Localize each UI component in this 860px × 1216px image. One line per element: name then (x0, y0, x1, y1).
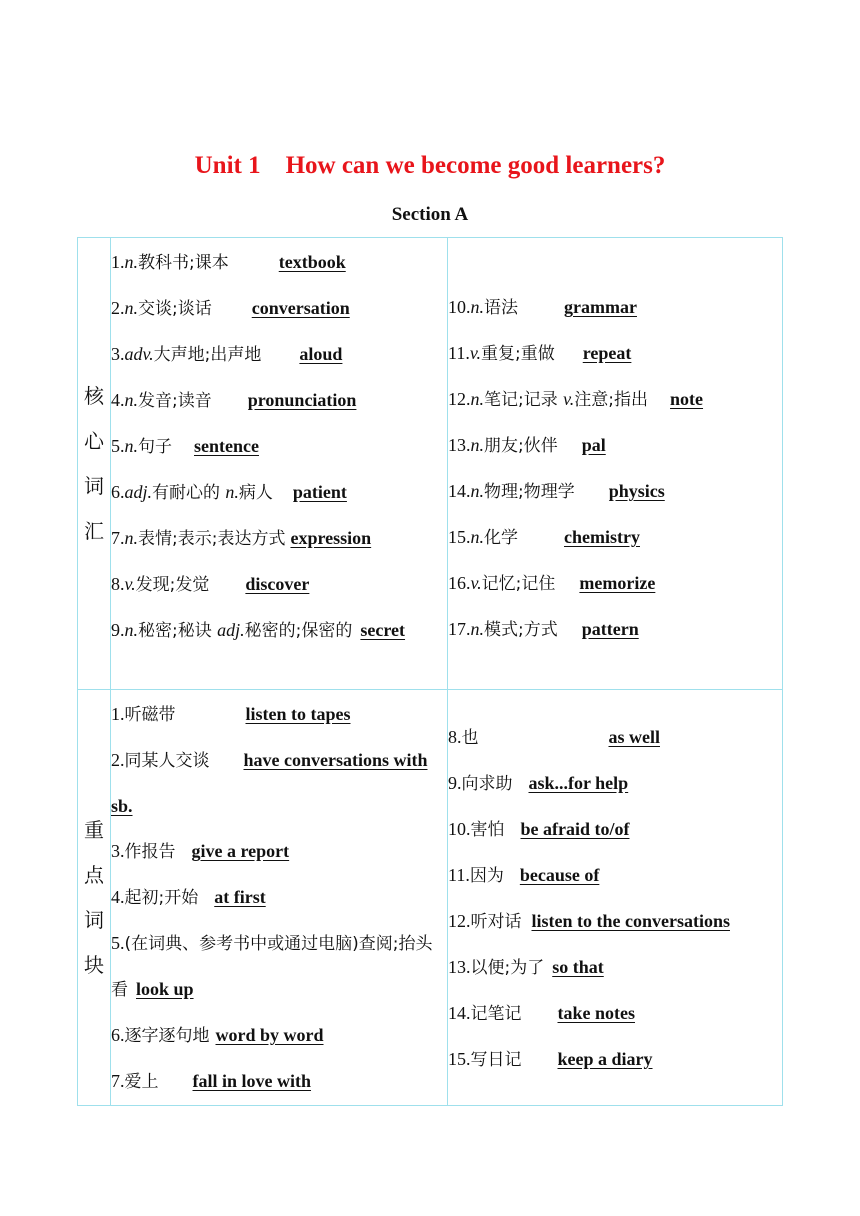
answer-text: chemistry (564, 527, 640, 547)
vocab-item (111, 240, 447, 286)
chinese-meaning: 记笔记 (470, 1004, 522, 1024)
answer-text: word by word (215, 1025, 324, 1045)
vocab-item (111, 424, 447, 470)
answer-text: discover (245, 574, 310, 594)
answer-text: listen to tapes (245, 704, 351, 724)
chinese-meaning: 表情;表示;表达方式 (138, 529, 286, 549)
chinese-meaning: 听对话 (470, 912, 522, 932)
item-number: 9. (448, 773, 462, 793)
chinese-meaning: 模式;方式 (484, 620, 558, 640)
item-number: 5. (111, 933, 125, 953)
item-number: 6. (111, 482, 125, 502)
vocab-item (111, 332, 447, 378)
item-number: 7. (111, 528, 125, 548)
answer-text: fall in love with (192, 1071, 312, 1091)
category-cell (78, 238, 111, 690)
vocab-item (448, 607, 782, 653)
chinese-meaning: 有耐心的 (152, 483, 226, 503)
item-number: 13. (448, 435, 471, 455)
chinese-meaning: 病人 (238, 483, 273, 503)
vocab-item (448, 1037, 782, 1083)
vocab-item (111, 1059, 447, 1105)
item-number: 3. (111, 344, 125, 364)
category-char: 词 (84, 907, 104, 932)
item-number: 14. (448, 1003, 471, 1023)
chinese-meaning: 听磁带 (124, 705, 176, 725)
vocab-item (448, 853, 782, 899)
answer-text: patient (292, 482, 347, 502)
vocab-item (111, 738, 447, 829)
category-char: 核 (84, 383, 104, 408)
item-number: 8. (448, 727, 462, 747)
answer-text: at first (214, 887, 266, 907)
item-number: 12. (448, 389, 471, 409)
vocab-item (111, 921, 447, 1013)
chinese-meaning: 笔记;记录 (484, 390, 564, 410)
answer-text: pronunciation (247, 390, 357, 410)
item-number: 17. (448, 619, 471, 639)
chinese-meaning: 记忆;记住 (481, 574, 556, 594)
vocab-item (111, 286, 447, 332)
vocab-item (448, 561, 782, 607)
item-number: 10. (448, 297, 471, 317)
chinese-meaning: 作报告 (124, 842, 176, 862)
item-number: 4. (111, 887, 125, 907)
answer-text: note (670, 389, 704, 409)
part-of-speech: n. (470, 297, 484, 317)
chinese-meaning: 注意;指出 (574, 390, 649, 410)
chinese-meaning: 写日记 (470, 1050, 522, 1070)
item-number: 5. (111, 436, 125, 456)
item-number: 8. (111, 574, 125, 594)
item-number: 1. (111, 252, 125, 272)
answer-text: memorize (579, 573, 656, 593)
vocab-item (111, 562, 447, 608)
vocab-item (448, 945, 782, 991)
vocab-item (448, 423, 782, 469)
answer-text: look up (136, 979, 194, 999)
part-of-speech: n. (470, 527, 484, 547)
part-of-speech: v. (470, 573, 482, 593)
answer-text: ask...for help (528, 773, 629, 793)
part-of-speech: n. (124, 252, 138, 272)
item-number: 3. (111, 841, 125, 861)
chinese-meaning: 秘密的;保密的 (244, 621, 353, 641)
answer-text: pattern (581, 619, 639, 639)
category-cell (78, 690, 111, 1106)
answer-text: expression (290, 528, 372, 548)
chinese-meaning: 秘密;秘诀 (138, 621, 218, 641)
part-of-speech: n. (124, 528, 138, 548)
vocab-item (111, 378, 447, 424)
part-of-speech: adj. (217, 620, 245, 640)
vocab-item (448, 515, 782, 561)
part-of-speech: v. (563, 389, 575, 409)
item-number: 7. (111, 1071, 125, 1091)
chinese-meaning: 句子 (138, 437, 172, 457)
part-of-speech: v. (124, 574, 136, 594)
answer-text: secret (360, 620, 406, 640)
part-of-speech: n. (124, 390, 138, 410)
answer-text: sentence (194, 436, 259, 456)
chinese-meaning: 发现;发觉 (135, 575, 210, 595)
chinese-meaning: 语法 (484, 298, 518, 318)
answer-text: because of (519, 865, 600, 885)
vocab-item (111, 1013, 447, 1059)
item-number: 11. (448, 865, 470, 885)
vocab-item (448, 991, 782, 1037)
vocab-item (448, 377, 782, 423)
answer-text: give a report (191, 841, 290, 861)
vocab-item (111, 829, 447, 875)
answer-text: keep a diary (557, 1049, 653, 1069)
answer-text: aloud (299, 344, 343, 364)
vocab-item (448, 285, 782, 331)
vocab-item (448, 331, 782, 377)
part-of-speech: n. (470, 481, 484, 501)
answer-text: pal (581, 435, 606, 455)
chinese-meaning: 因为 (469, 866, 504, 886)
chinese-meaning: 害怕 (470, 820, 505, 840)
left-column-cell (111, 238, 448, 690)
chinese-meaning: 同某人交谈 (124, 751, 210, 771)
item-number: 14. (448, 481, 471, 501)
item-number: 13. (448, 957, 471, 977)
chinese-meaning: 以便;为了 (470, 958, 545, 978)
chinese-meaning: 交谈;谈话 (138, 299, 212, 319)
answer-text: listen to the conversations (531, 911, 730, 931)
table-row (78, 238, 783, 690)
chinese-meaning: 逐字逐句地 (124, 1026, 210, 1046)
right-column-cell (448, 238, 783, 690)
right-column-cell (448, 690, 783, 1106)
chinese-meaning: 物理;物理学 (484, 482, 575, 502)
item-number: 11. (448, 343, 470, 363)
left-column-cell (111, 690, 448, 1106)
category-char: 块 (84, 952, 104, 977)
part-of-speech: n. (124, 298, 138, 318)
vocab-table (77, 237, 783, 1106)
section-subtitle: Section A (391, 204, 469, 225)
vocab-item (111, 692, 447, 738)
chinese-meaning: 发音;读音 (138, 391, 212, 411)
table-row (78, 690, 783, 1106)
item-number: 12. (448, 911, 471, 931)
category-char: 词 (84, 473, 104, 498)
vocab-item (111, 875, 447, 921)
chinese-meaning: 大声地;出声地 (153, 345, 262, 365)
part-of-speech: adv. (124, 344, 154, 364)
page-title: Unit 1 How can we become good learners? (194, 152, 666, 179)
vocab-item (448, 899, 782, 945)
part-of-speech: v. (469, 343, 481, 363)
part-of-speech: n. (470, 435, 484, 455)
category-char: 心 (84, 428, 104, 453)
part-of-speech: n. (225, 482, 239, 502)
item-number: 10. (448, 819, 471, 839)
answer-text: be afraid to/of (520, 819, 630, 839)
chinese-meaning: 朋友;伙伴 (484, 436, 558, 456)
chinese-meaning: (在词典、参考书中或通过电脑)查阅;抬头看 (111, 934, 433, 1000)
vocab-item (448, 469, 782, 515)
item-number: 15. (448, 1049, 471, 1069)
answer-text: textbook (278, 252, 346, 272)
chinese-meaning: 向求助 (461, 774, 513, 794)
item-number: 15. (448, 527, 471, 547)
answer-text: take notes (557, 1003, 635, 1023)
chinese-meaning: 化学 (484, 528, 518, 548)
vocab-item (448, 715, 782, 761)
item-number: 2. (111, 750, 125, 770)
part-of-speech: n. (470, 389, 484, 409)
category-char: 重 (84, 817, 104, 842)
item-number: 16. (448, 573, 471, 593)
item-number: 1. (111, 704, 125, 724)
chinese-meaning: 重复;重做 (481, 344, 555, 364)
item-number: 2. (111, 298, 125, 318)
vocab-item (448, 761, 782, 807)
chinese-meaning: 起初;开始 (124, 888, 199, 908)
answer-text: grammar (564, 297, 637, 317)
chinese-meaning: 也 (461, 728, 479, 748)
vocab-item (111, 608, 447, 654)
answer-text: physics (608, 481, 665, 501)
part-of-speech: n. (124, 436, 138, 456)
vocab-item (111, 470, 447, 516)
answer-text: have conversations with sb. (111, 750, 428, 816)
category-char: 点 (84, 862, 104, 887)
category-char: 汇 (84, 518, 104, 543)
answer-text: so that (552, 957, 604, 977)
item-number: 4. (111, 390, 125, 410)
answer-text: as well (608, 727, 660, 747)
vocab-item (111, 516, 447, 562)
part-of-speech: n. (470, 619, 484, 639)
chinese-meaning: 教科书;课本 (138, 253, 229, 273)
item-number: 6. (111, 1025, 125, 1045)
chinese-meaning: 爱上 (124, 1072, 159, 1092)
part-of-speech: n. (124, 620, 138, 640)
item-number: 9. (111, 620, 125, 640)
part-of-speech: adj. (124, 482, 153, 502)
answer-text: repeat (582, 343, 632, 363)
answer-text: conversation (251, 298, 350, 318)
vocab-item (448, 807, 782, 853)
